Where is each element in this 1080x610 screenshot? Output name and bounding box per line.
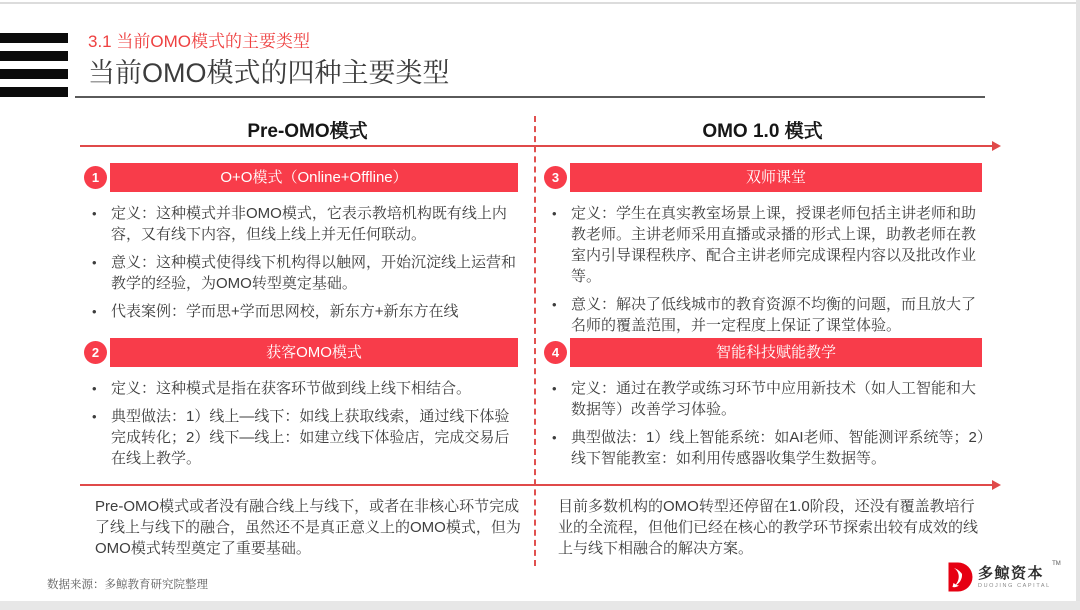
bullet-item — [552, 203, 988, 287]
section-number-badge-1: 1 — [84, 166, 107, 189]
section-4-bullets — [552, 378, 988, 476]
bullet-text: • 意义：这种模式使得线下机构得以触网，开始沉淀线上运营和教学的经验，为OMO转型奠定基础。 — [111, 254, 517, 292]
section-3-bullets — [552, 203, 988, 343]
bullet-text: • 典型做法：1）线上智能系统：如AI老师、智能测评系统等；2）线下智能教室：如利用传感器收集学生数据等。 — [571, 429, 985, 467]
title-underline — [75, 96, 985, 98]
trademark-mark: TM — [1052, 561, 1061, 567]
stripe-bar — [0, 69, 68, 79]
stripe-bar — [0, 33, 68, 43]
frame-edge-right — [1076, 0, 1080, 601]
bullet-text: • 代表案例：学而思+学而思网校，新东方+新东方在线 — [111, 303, 459, 320]
bullet-item — [552, 378, 988, 420]
bullet-item — [92, 406, 524, 469]
bullet-item — [92, 301, 524, 322]
bullet-item — [92, 378, 524, 399]
section-number-badge-3: 3 — [544, 166, 567, 189]
section-number-badge-4: 4 — [544, 341, 567, 364]
frame-edge-bottom — [0, 601, 1080, 610]
section-banner-customer-acquisition: 获客OMO模式 — [110, 338, 518, 367]
logo-name-en: DUOJING CAPITAL — [978, 583, 1051, 589]
section-banner-oo-mode: O+O模式（Online+Offline） — [110, 163, 518, 192]
bullet-item — [92, 203, 524, 245]
bullet-text: • 定义：这种模式是指在获客环节做到线上线下相结合。 — [111, 380, 472, 397]
column-divider-dashed — [534, 116, 536, 566]
section-banner-smart-tech: 智能科技赋能教学 — [570, 338, 982, 367]
arrow-right-icon — [992, 141, 1001, 151]
duojing-capital-logo — [947, 561, 1061, 593]
bullet-text: • 定义：学生在真实教室场景上课，授课老师包括主讲老师和助教老师。主讲老师采用直播或录播的形式上课，助教老师在教室内引导课程秩序、配合主讲老师完成课程内容以及批改作业等。 — [571, 205, 977, 285]
section-number-badge-2: 2 — [84, 341, 107, 364]
bullet-text: • 意义：解决了低线城市的教育资源不均衡的问题，而且放大了名师的覆盖范围，并一定程度上保证了课堂体验。 — [571, 296, 977, 334]
bullet-item — [552, 294, 988, 336]
section-banner-dual-teacher: 双师课堂 — [570, 163, 982, 192]
frame-edge-top — [0, 2, 1080, 4]
data-source-note: 数据来源：多鲸教育研究院整理 — [47, 579, 208, 591]
arrow-right-icon — [992, 480, 1001, 490]
column-header-pre-omo: Pre-OMO模式 — [247, 121, 368, 142]
logo-text — [978, 561, 1061, 589]
section-1-bullets — [92, 203, 524, 329]
whale-logo-icon — [947, 561, 974, 593]
section-2-bullets — [92, 378, 524, 476]
column-header-omo-1-0: OMO 1.0 模式 — [702, 121, 823, 142]
bullet-text: • 典型做法：1）线上—线下：如线上获取线索，通过线下体验完成转化；2）线下—线上：如建立线下体验店，完成交易后在线上教学。 — [111, 408, 510, 467]
deck-stripes-logo — [0, 33, 68, 105]
section-label: 3.1 当前OMO模式的主要类型 — [88, 32, 310, 51]
bullet-text: • 定义：这种模式并非OMO模式，它表示教培机构既有线上内容，又有线下内容，但线上线上并无任何联动。 — [111, 205, 507, 243]
stripe-bar — [0, 87, 68, 97]
stripe-bar — [0, 51, 68, 61]
page-title: 当前OMO模式的四种主要类型 — [88, 58, 450, 88]
summary-omo-1-0: 目前多数机构的OMO转型还停留在1.0阶段，还没有覆盖教培行业的全流程，但他们已经在核心的教学环节探索出较有成效的线上与线下相融合的解决方案。 — [558, 498, 979, 557]
logo-name-cn: 多鲸资本 — [978, 565, 1045, 582]
bullet-item — [92, 252, 524, 294]
header-arrow-line — [80, 145, 992, 147]
bullet-text: • 定义：通过在教学或练习环节中应用新技术（如人工智能和大数据等）改善学习体验。 — [571, 380, 977, 418]
summary-pre-omo: Pre-OMO模式或者没有融合线上与线下，或者在非核心环节完成了线上与线下的融合，虽然还不是真正意义上的OMO模式，但为OMO模式转型奠定了重要基础。 — [95, 498, 521, 557]
bullet-item — [552, 427, 988, 469]
summary-arrow-line — [80, 484, 992, 486]
